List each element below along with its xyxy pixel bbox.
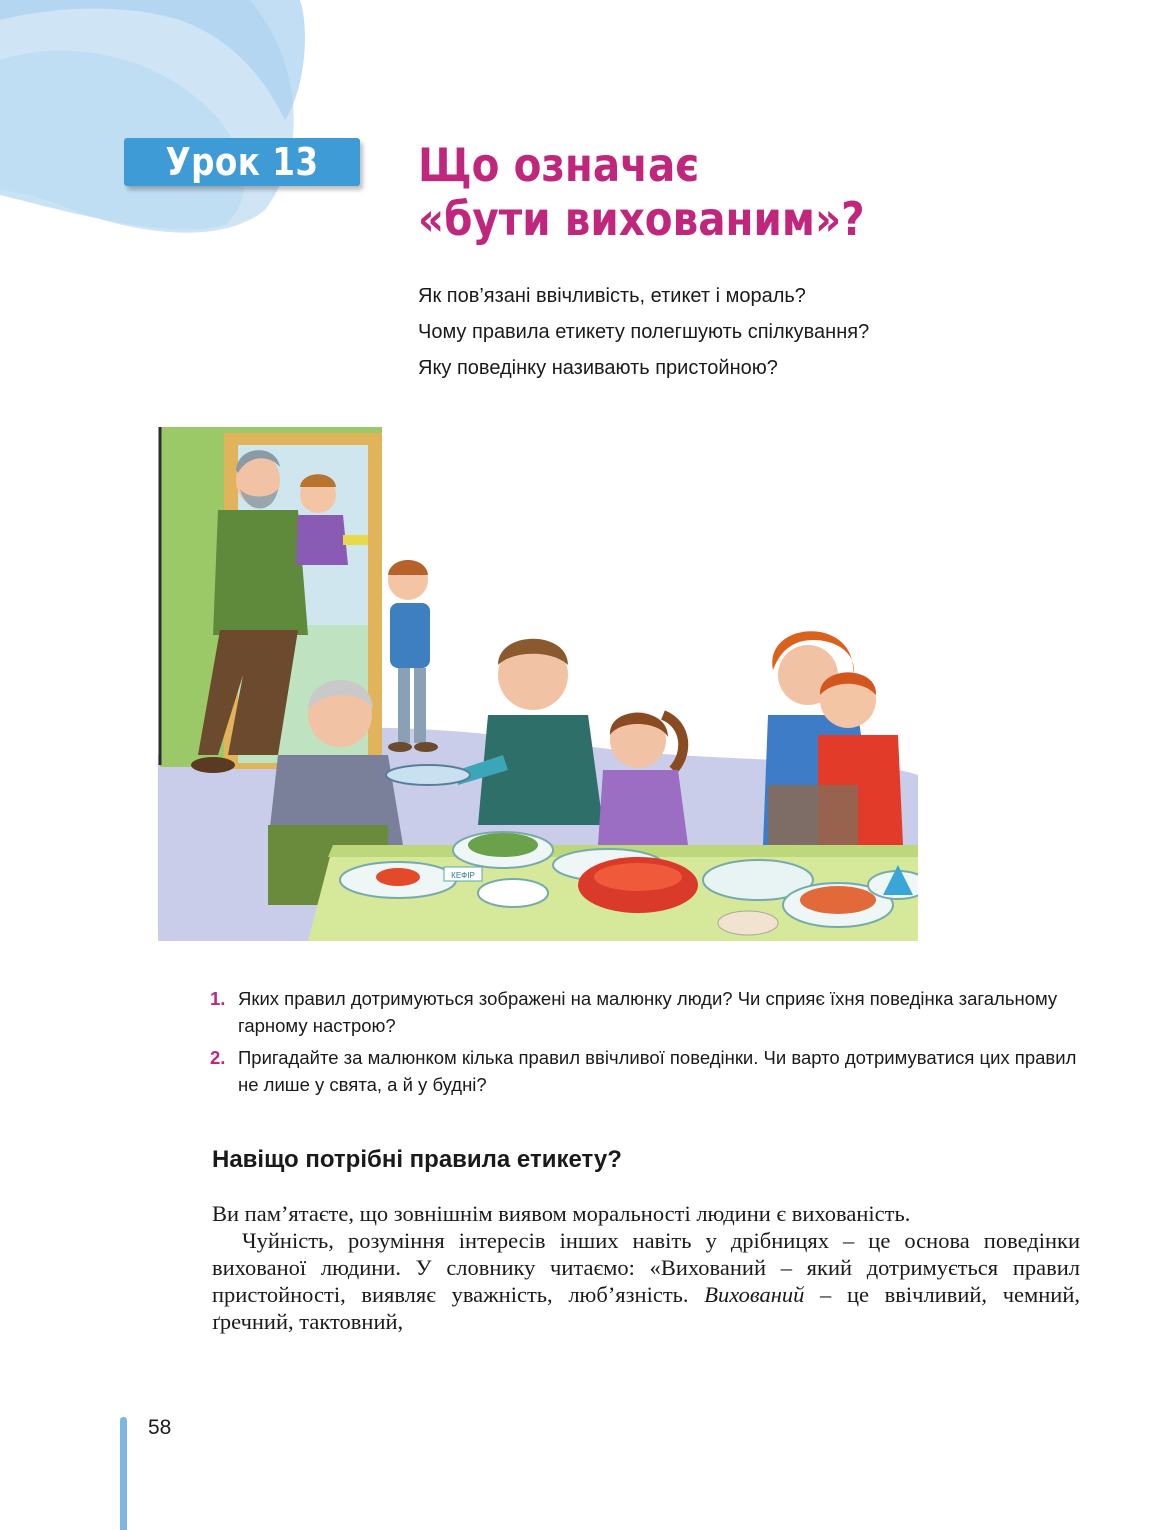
body-text-run: – це ввічливий, чемний, ґречний, тактовний,	[212, 1282, 1080, 1334]
guiding-question: Чому правила етикету полегшують спілкування?	[418, 321, 870, 343]
lesson-badge-label: Урок 13	[165, 140, 319, 184]
corner-decoration	[0, 0, 310, 250]
section-heading: Навіщо потрібні правила етикету?	[212, 1146, 622, 1173]
family-dinner-illustration	[158, 425, 918, 941]
page-margin-bar	[120, 1417, 127, 1530]
page-number: 58	[148, 1416, 172, 1439]
lesson-title	[418, 138, 1034, 246]
body-paragraph: Ви пам’ятаєте, що зовнішнім виявом моральності людини є вихованість.	[212, 1201, 911, 1226]
task-item	[210, 1044, 1090, 1098]
task-number: 2.	[210, 1047, 226, 1068]
guiding-question: Яку поведінку називають пристойною?	[418, 357, 778, 379]
guiding-question: Як пов’язані ввічливість, етикет і мораль?	[418, 285, 806, 307]
body-text	[212, 1200, 1080, 1335]
task-item	[210, 985, 1090, 1039]
task-list	[210, 985, 1090, 1103]
task-text: Пригадайте за малюнком кілька правил ввічливої поведінки. Чи варто дотримуватися цих правил не лише у свята, а й у будні?	[238, 1047, 1077, 1095]
task-text: Яких правил дотримуються зображені на малюнку люди? Чи сприяє їхня поведінка загальному гарному настрою?	[238, 988, 1058, 1036]
lesson-badge	[124, 138, 360, 186]
body-text-run: Чуйність, розуміння інтересів інших навіть у дрібницях – це основа поведінки вихованої людини. У словнику читаємо: «Вихований – який дотримується правил пристойності, виявляє уважність, люб’язність.	[212, 1228, 1080, 1307]
guiding-questions	[418, 278, 869, 386]
lesson-title-line-1: Що означає	[418, 138, 700, 192]
task-number: 1.	[210, 988, 226, 1009]
body-paragraph	[212, 1227, 1080, 1335]
lesson-title-line-2: «бути вихованим»?	[418, 192, 865, 246]
plate-label: КЕФІР	[451, 871, 475, 880]
body-text-emphasis: Вихований	[704, 1282, 805, 1307]
